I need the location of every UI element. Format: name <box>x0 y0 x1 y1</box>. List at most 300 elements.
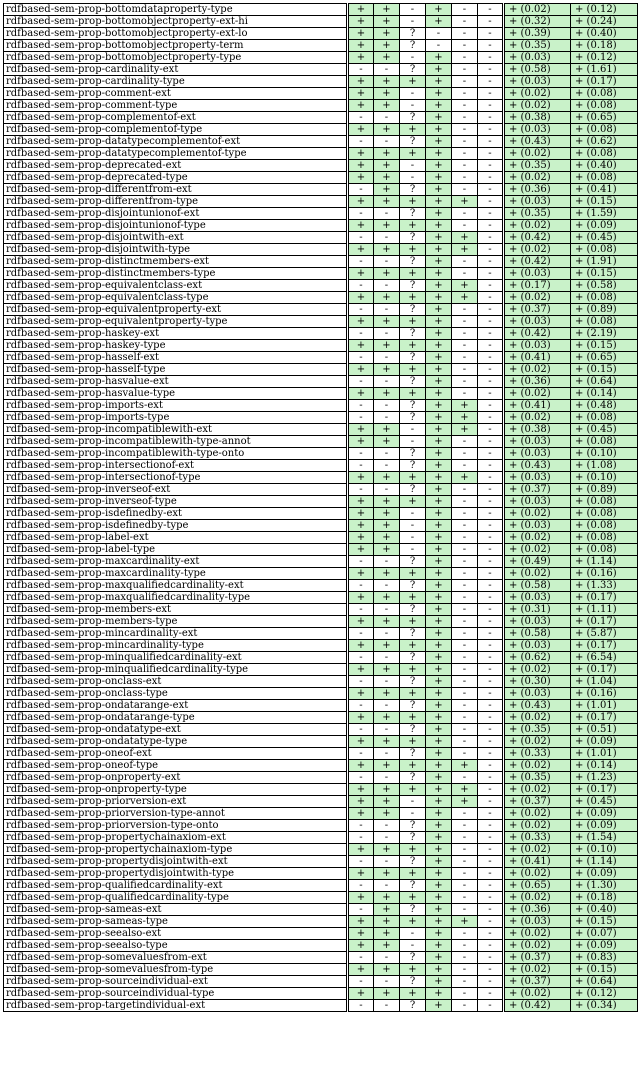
test-name-cell: rdfbased-sem-prop-imports-type <box>4 412 348 424</box>
result-symbol-cell: - <box>478 496 504 508</box>
result-symbol-cell: - <box>400 940 426 952</box>
timing-result-cell: + (0.02) <box>504 784 571 796</box>
table-row <box>4 244 638 256</box>
timing-result-cell: + (1.59) <box>571 208 638 220</box>
timing-result-cell: + (0.10) <box>571 844 638 856</box>
result-symbol-cell: - <box>452 544 478 556</box>
result-symbol-cell: ? <box>400 352 426 364</box>
result-symbol-cell: - <box>374 604 400 616</box>
result-symbol-cell: - <box>400 52 426 64</box>
result-symbol-cell: + <box>452 760 478 772</box>
test-name-cell: rdfbased-sem-prop-disjointwith-ext <box>4 232 348 244</box>
result-symbol-cell: + <box>374 148 400 160</box>
timing-result-cell: + (0.41) <box>504 352 571 364</box>
result-symbol-cell: + <box>374 316 400 328</box>
result-symbol-cell: + <box>400 988 426 1000</box>
table-row <box>4 928 638 940</box>
table-row <box>4 652 638 664</box>
test-name-cell: rdfbased-sem-prop-maxqualifiedcardinality-ext <box>4 580 348 592</box>
result-symbol-cell: + <box>374 436 400 448</box>
result-symbol-cell: + <box>426 928 452 940</box>
result-symbol-cell: - <box>478 916 504 928</box>
result-symbol-cell: - <box>478 856 504 868</box>
result-symbol-cell: + <box>348 124 374 136</box>
result-symbol-cell: - <box>478 28 504 40</box>
test-name-cell: rdfbased-sem-prop-equivalentclass-ext <box>4 280 348 292</box>
result-symbol-cell: + <box>426 352 452 364</box>
result-symbol-cell: - <box>374 400 400 412</box>
table-row <box>4 64 638 76</box>
timing-result-cell: + (0.36) <box>504 184 571 196</box>
result-symbol-cell: + <box>426 412 452 424</box>
test-name-cell: rdfbased-sem-prop-disjointunionof-type <box>4 220 348 232</box>
result-symbol-cell: - <box>452 940 478 952</box>
timing-result-cell: + (0.42) <box>504 1000 571 1012</box>
result-symbol-cell: - <box>478 208 504 220</box>
result-symbol-cell: - <box>452 688 478 700</box>
result-symbol-cell: + <box>374 808 400 820</box>
result-symbol-cell: + <box>426 988 452 1000</box>
result-symbol-cell: - <box>400 544 426 556</box>
table-row <box>4 88 638 100</box>
timing-result-cell: + (1.08) <box>571 460 638 472</box>
table-row <box>4 400 638 412</box>
result-symbol-cell: + <box>426 184 452 196</box>
table-row <box>4 736 638 748</box>
result-symbol-cell: + <box>374 4 400 16</box>
timing-result-cell: + (0.89) <box>571 304 638 316</box>
result-symbol-cell: - <box>374 556 400 568</box>
test-name-cell: rdfbased-sem-prop-onproperty-ext <box>4 772 348 784</box>
timing-result-cell: + (0.09) <box>571 736 638 748</box>
result-symbol-cell: - <box>452 184 478 196</box>
timing-result-cell: + (0.17) <box>504 280 571 292</box>
test-name-cell: rdfbased-sem-prop-ondatarange-ext <box>4 700 348 712</box>
result-symbol-cell: + <box>348 88 374 100</box>
result-symbol-cell: + <box>374 244 400 256</box>
timing-result-cell: + (0.15) <box>571 340 638 352</box>
table-row <box>4 520 638 532</box>
timing-result-cell: + (0.51) <box>571 724 638 736</box>
result-symbol-cell: - <box>452 496 478 508</box>
result-symbol-cell: + <box>374 172 400 184</box>
test-name-cell: rdfbased-sem-prop-maxqualifiedcardinality-type <box>4 592 348 604</box>
result-symbol-cell: + <box>426 160 452 172</box>
result-symbol-cell: + <box>426 508 452 520</box>
result-symbol-cell: + <box>348 736 374 748</box>
result-symbol-cell: + <box>374 220 400 232</box>
timing-result-cell: + (0.03) <box>504 520 571 532</box>
result-symbol-cell: + <box>426 460 452 472</box>
result-symbol-cell: + <box>374 292 400 304</box>
result-symbol-cell: + <box>426 388 452 400</box>
result-symbol-cell: + <box>400 364 426 376</box>
result-symbol-cell: + <box>426 532 452 544</box>
result-symbol-cell: + <box>400 616 426 628</box>
result-symbol-cell: + <box>348 796 374 808</box>
table-row <box>4 532 638 544</box>
result-symbol-cell: + <box>452 280 478 292</box>
timing-result-cell: + (0.02) <box>504 100 571 112</box>
timing-result-cell: + (0.09) <box>571 820 638 832</box>
result-symbol-cell: - <box>478 220 504 232</box>
timing-result-cell: + (0.02) <box>504 736 571 748</box>
result-symbol-cell: - <box>374 832 400 844</box>
test-name-cell: rdfbased-sem-prop-oneof-ext <box>4 748 348 760</box>
result-symbol-cell: - <box>478 784 504 796</box>
table-row <box>4 1000 638 1012</box>
result-symbol-cell: + <box>348 160 374 172</box>
result-symbol-cell: - <box>452 604 478 616</box>
timing-result-cell: + (0.03) <box>504 916 571 928</box>
timing-result-cell: + (0.02) <box>504 88 571 100</box>
test-name-cell: rdfbased-sem-prop-priorversion-type-annot <box>4 808 348 820</box>
result-symbol-cell: + <box>348 868 374 880</box>
result-symbol-cell: - <box>348 400 374 412</box>
result-symbol-cell: - <box>478 712 504 724</box>
test-name-cell: rdfbased-sem-prop-qualifiedcardinality-type <box>4 892 348 904</box>
result-symbol-cell: - <box>478 304 504 316</box>
result-symbol-cell: - <box>478 52 504 64</box>
result-symbol-cell: - <box>348 856 374 868</box>
timing-result-cell: + (0.02) <box>504 544 571 556</box>
result-symbol-cell: - <box>452 484 478 496</box>
timing-result-cell: + (0.02) <box>504 844 571 856</box>
result-symbol-cell: - <box>452 580 478 592</box>
result-symbol-cell: - <box>452 772 478 784</box>
result-symbol-cell: + <box>426 16 452 28</box>
result-symbol-cell: - <box>478 652 504 664</box>
result-symbol-cell: + <box>426 172 452 184</box>
result-symbol-cell: ? <box>400 448 426 460</box>
result-symbol-cell: + <box>348 340 374 352</box>
result-symbol-cell: + <box>374 472 400 484</box>
timing-result-cell: + (0.64) <box>571 976 638 988</box>
timing-result-cell: + (0.36) <box>504 376 571 388</box>
result-symbol-cell: - <box>348 556 374 568</box>
timing-result-cell: + (0.37) <box>504 976 571 988</box>
result-symbol-cell: - <box>452 748 478 760</box>
result-symbol-cell: + <box>348 532 374 544</box>
test-name-cell: rdfbased-sem-prop-oneof-type <box>4 760 348 772</box>
result-symbol-cell: + <box>348 928 374 940</box>
result-symbol-cell: ? <box>400 136 426 148</box>
result-symbol-cell: ? <box>400 772 426 784</box>
result-symbol-cell: + <box>426 772 452 784</box>
table-row <box>4 688 638 700</box>
timing-result-cell: + (0.03) <box>504 472 571 484</box>
result-symbol-cell: + <box>348 220 374 232</box>
result-symbol-cell: + <box>374 28 400 40</box>
result-symbol-cell: + <box>348 436 374 448</box>
result-symbol-cell: - <box>374 952 400 964</box>
result-symbol-cell: - <box>452 520 478 532</box>
result-symbol-cell: + <box>374 40 400 52</box>
test-name-cell: rdfbased-sem-prop-propertychainaxiom-ext <box>4 832 348 844</box>
result-symbol-cell: - <box>348 580 374 592</box>
table-row <box>4 52 638 64</box>
result-symbol-cell: ? <box>400 256 426 268</box>
result-symbol-cell: - <box>348 376 374 388</box>
timing-result-cell: + (0.65) <box>571 352 638 364</box>
test-name-cell: rdfbased-sem-prop-datatypecomplementof-ext <box>4 136 348 148</box>
result-symbol-cell: + <box>426 640 452 652</box>
result-symbol-cell: + <box>426 820 452 832</box>
table-row <box>4 988 638 1000</box>
result-symbol-cell: - <box>452 220 478 232</box>
result-symbol-cell: + <box>348 688 374 700</box>
table-row <box>4 640 638 652</box>
timing-result-cell: + (0.03) <box>504 496 571 508</box>
test-name-cell: rdfbased-sem-prop-haskey-type <box>4 340 348 352</box>
table-row <box>4 460 638 472</box>
result-symbol-cell: + <box>400 784 426 796</box>
result-symbol-cell: + <box>426 964 452 976</box>
result-symbol-cell: - <box>348 184 374 196</box>
test-name-cell: rdfbased-sem-prop-onclass-ext <box>4 676 348 688</box>
result-symbol-cell: - <box>348 280 374 292</box>
result-symbol-cell: + <box>348 28 374 40</box>
result-symbol-cell: + <box>426 976 452 988</box>
result-symbol-cell: - <box>348 724 374 736</box>
result-symbol-cell: + <box>374 964 400 976</box>
result-symbol-cell: - <box>426 28 452 40</box>
result-symbol-cell: + <box>374 544 400 556</box>
timing-result-cell: + (0.02) <box>504 4 571 16</box>
result-symbol-cell: + <box>374 364 400 376</box>
timing-result-cell: + (0.49) <box>504 556 571 568</box>
result-symbol-cell: - <box>452 808 478 820</box>
result-symbol-cell: + <box>426 496 452 508</box>
result-symbol-cell: ? <box>400 304 426 316</box>
result-symbol-cell: + <box>426 100 452 112</box>
result-symbol-cell: - <box>374 376 400 388</box>
timing-result-cell: + (0.02) <box>504 244 571 256</box>
timing-result-cell: + (0.02) <box>504 388 571 400</box>
test-name-cell: rdfbased-sem-prop-bottomobjectproperty-type <box>4 52 348 64</box>
timing-result-cell: + (0.02) <box>504 808 571 820</box>
result-symbol-cell: + <box>374 784 400 796</box>
result-symbol-cell: ? <box>400 328 426 340</box>
test-name-cell: rdfbased-sem-prop-maxcardinality-type <box>4 568 348 580</box>
result-symbol-cell: + <box>348 316 374 328</box>
result-symbol-cell: ? <box>400 628 426 640</box>
timing-result-cell: + (0.33) <box>504 748 571 760</box>
table-row <box>4 544 638 556</box>
test-name-cell: rdfbased-sem-prop-label-ext <box>4 532 348 544</box>
timing-result-cell: + (1.14) <box>571 856 638 868</box>
table-row <box>4 820 638 832</box>
test-name-cell: rdfbased-sem-prop-minqualifiedcardinality-ext <box>4 652 348 664</box>
test-name-cell: rdfbased-sem-prop-ondatatype-ext <box>4 724 348 736</box>
test-name-cell: rdfbased-sem-prop-somevaluesfrom-ext <box>4 952 348 964</box>
result-symbol-cell: - <box>348 136 374 148</box>
result-symbol-cell: - <box>478 808 504 820</box>
result-symbol-cell: - <box>452 160 478 172</box>
result-symbol-cell: - <box>348 112 374 124</box>
timing-result-cell: + (0.03) <box>504 76 571 88</box>
result-symbol-cell: - <box>374 460 400 472</box>
result-symbol-cell: - <box>452 100 478 112</box>
timing-result-cell: + (0.02) <box>504 820 571 832</box>
result-symbol-cell: + <box>348 268 374 280</box>
result-symbol-cell: ? <box>400 400 426 412</box>
timing-result-cell: + (0.15) <box>571 916 638 928</box>
test-name-cell: rdfbased-sem-prop-bottomobjectproperty-term <box>4 40 348 52</box>
timing-result-cell: + (0.08) <box>571 508 638 520</box>
result-symbol-cell: + <box>374 688 400 700</box>
result-symbol-cell: ? <box>400 40 426 52</box>
result-symbol-cell: - <box>400 532 426 544</box>
test-name-cell: rdfbased-sem-prop-equivalentproperty-ext <box>4 304 348 316</box>
result-symbol-cell: - <box>452 568 478 580</box>
table-row <box>4 472 638 484</box>
table-row <box>4 112 638 124</box>
result-symbol-cell: - <box>478 844 504 856</box>
table-row <box>4 496 638 508</box>
result-symbol-cell: + <box>400 688 426 700</box>
timing-result-cell: + (0.35) <box>504 160 571 172</box>
result-symbol-cell: ? <box>400 832 426 844</box>
timing-result-cell: + (0.02) <box>504 928 571 940</box>
result-symbol-cell: - <box>452 268 478 280</box>
timing-result-cell: + (0.03) <box>504 688 571 700</box>
results-table-body <box>4 4 638 1012</box>
result-symbol-cell: - <box>478 556 504 568</box>
result-symbol-cell: - <box>478 148 504 160</box>
result-symbol-cell: + <box>426 844 452 856</box>
result-symbol-cell: + <box>452 400 478 412</box>
result-symbol-cell: + <box>426 208 452 220</box>
result-symbol-cell: + <box>426 712 452 724</box>
timing-result-cell: + (5.87) <box>571 628 638 640</box>
result-symbol-cell: - <box>452 640 478 652</box>
table-row <box>4 916 638 928</box>
test-name-cell: rdfbased-sem-prop-mincardinality-type <box>4 640 348 652</box>
result-symbol-cell: + <box>374 928 400 940</box>
result-symbol-cell: - <box>452 928 478 940</box>
table-row <box>4 352 638 364</box>
test-name-cell: rdfbased-sem-prop-deprecated-ext <box>4 160 348 172</box>
result-symbol-cell: + <box>374 16 400 28</box>
test-name-cell: rdfbased-sem-prop-targetindividual-ext <box>4 1000 348 1012</box>
result-symbol-cell: - <box>374 580 400 592</box>
result-symbol-cell: - <box>452 172 478 184</box>
timing-result-cell: + (0.16) <box>571 568 638 580</box>
table-row <box>4 172 638 184</box>
result-symbol-cell: + <box>400 244 426 256</box>
table-row <box>4 856 638 868</box>
result-symbol-cell: - <box>478 628 504 640</box>
result-symbol-cell: + <box>348 712 374 724</box>
result-symbol-cell: + <box>452 472 478 484</box>
result-symbol-cell: + <box>426 472 452 484</box>
test-name-cell: rdfbased-sem-prop-differentfrom-ext <box>4 184 348 196</box>
table-row <box>4 880 638 892</box>
result-symbol-cell: - <box>452 448 478 460</box>
timing-result-cell: + (0.17) <box>571 616 638 628</box>
result-symbol-cell: - <box>478 832 504 844</box>
test-name-cell: rdfbased-sem-prop-qualifiedcardinality-ext <box>4 880 348 892</box>
result-symbol-cell: + <box>400 196 426 208</box>
result-symbol-cell: - <box>348 604 374 616</box>
result-symbol-cell: - <box>478 796 504 808</box>
result-symbol-cell: + <box>348 964 374 976</box>
result-symbol-cell: + <box>426 892 452 904</box>
result-symbol-cell: + <box>374 52 400 64</box>
timing-result-cell: + (6.54) <box>571 652 638 664</box>
timing-result-cell: + (0.02) <box>504 148 571 160</box>
result-symbol-cell: - <box>348 880 374 892</box>
result-symbol-cell: - <box>452 988 478 1000</box>
result-symbol-cell: + <box>374 592 400 604</box>
result-symbol-cell: - <box>348 352 374 364</box>
result-symbol-cell: - <box>452 352 478 364</box>
result-symbol-cell: - <box>478 940 504 952</box>
timing-result-cell: + (0.02) <box>504 712 571 724</box>
result-symbol-cell: - <box>452 52 478 64</box>
result-symbol-cell: + <box>374 100 400 112</box>
timing-result-cell: + (0.45) <box>571 232 638 244</box>
timing-result-cell: + (0.12) <box>571 4 638 16</box>
timing-result-cell: + (0.03) <box>504 436 571 448</box>
result-symbol-cell: + <box>426 328 452 340</box>
timing-result-cell: + (0.31) <box>504 604 571 616</box>
result-symbol-cell: + <box>426 148 452 160</box>
result-symbol-cell: - <box>348 976 374 988</box>
result-symbol-cell: + <box>348 616 374 628</box>
results-table <box>3 3 638 1012</box>
table-row <box>4 556 638 568</box>
table-row <box>4 904 638 916</box>
table-row <box>4 772 638 784</box>
result-symbol-cell: - <box>400 436 426 448</box>
timing-result-cell: + (0.02) <box>504 892 571 904</box>
timing-result-cell: + (0.15) <box>571 268 638 280</box>
timing-result-cell: + (0.58) <box>504 628 571 640</box>
result-symbol-cell: - <box>478 736 504 748</box>
result-symbol-cell: - <box>478 232 504 244</box>
result-symbol-cell: - <box>478 664 504 676</box>
result-symbol-cell: - <box>478 88 504 100</box>
result-symbol-cell: + <box>426 556 452 568</box>
result-symbol-cell: - <box>452 556 478 568</box>
result-symbol-cell: ? <box>400 676 426 688</box>
timing-result-cell: + (0.12) <box>571 52 638 64</box>
timing-result-cell: + (0.18) <box>571 40 638 52</box>
result-symbol-cell: ? <box>400 484 426 496</box>
table-row <box>4 232 638 244</box>
result-symbol-cell: + <box>374 844 400 856</box>
timing-result-cell: + (0.08) <box>571 412 638 424</box>
result-symbol-cell: - <box>478 316 504 328</box>
table-row <box>4 832 638 844</box>
table-row <box>4 592 638 604</box>
result-symbol-cell: - <box>452 364 478 376</box>
result-symbol-cell: + <box>374 712 400 724</box>
table-row <box>4 676 638 688</box>
timing-result-cell: + (0.40) <box>571 160 638 172</box>
test-name-cell: rdfbased-sem-prop-onclass-type <box>4 688 348 700</box>
table-row <box>4 256 638 268</box>
result-symbol-cell: + <box>348 148 374 160</box>
test-name-cell: rdfbased-sem-prop-equivalentclass-type <box>4 292 348 304</box>
result-symbol-cell: ? <box>400 232 426 244</box>
table-row <box>4 100 638 112</box>
timing-result-cell: + (0.41) <box>571 184 638 196</box>
timing-result-cell: + (0.37) <box>504 952 571 964</box>
result-symbol-cell: - <box>478 472 504 484</box>
